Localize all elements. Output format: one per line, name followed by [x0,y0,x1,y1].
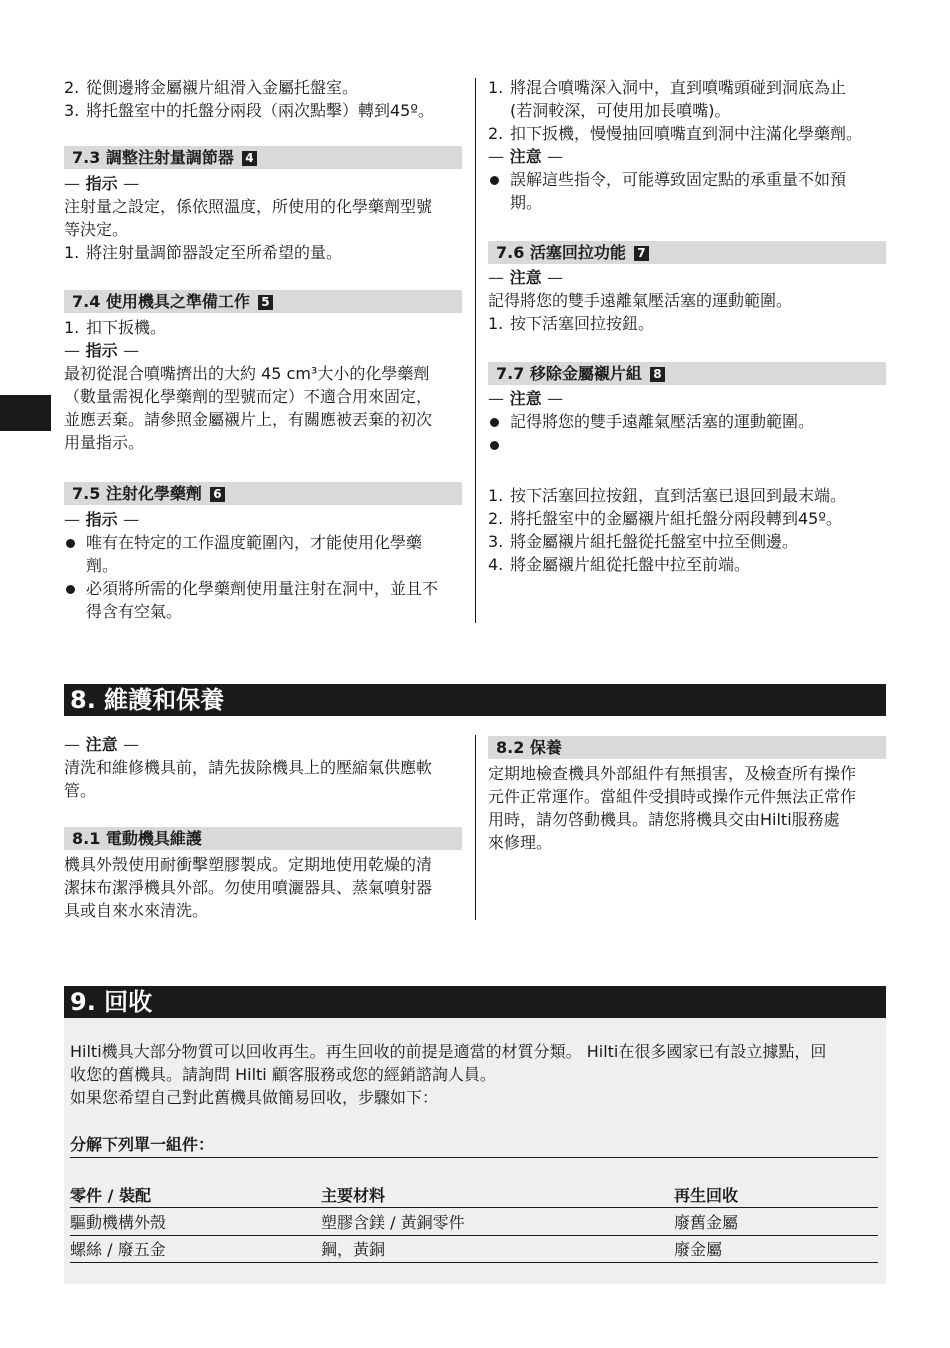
chapter-8-caution [64,733,462,802]
paragraph-line: 等決定。 [64,220,129,239]
caution-heading: — 注意 — [488,389,564,408]
list-item: 4. 將金屬襯片組從托盤中拉至前端。 [488,555,751,574]
section-7-5-heading: 7.5 注射化學藥劑 6 [64,482,462,505]
section-7-4-body [64,316,462,454]
list-item: 2. 將托盤室中的金屬襯片組托盤分兩段轉到45º。 [488,509,842,528]
list-item: 3. 將托盤室中的托盤分兩段（兩次點擊）轉到45º。 [64,101,434,120]
section-7-5-body [64,508,462,623]
caution-heading: — 注意 — [488,268,564,287]
paragraph-line: 用量指示。 [64,433,145,452]
paragraph-line: 如果您希望自己對此舊機具做簡易回收，步驟如下： [70,1088,439,1107]
table-rule [70,1157,878,1158]
list-item: 1. 按下活塞回拉按鈕，直到活塞已退回到最末端。 [488,486,847,505]
list-item: 1. 將混合噴嘴深入洞中，直到噴嘴頭碰到洞底為止 (若洞較深，可使用加長噴嘴)。 [488,78,847,120]
section-8-1-heading: 8.1 電動機具維護 [64,827,462,850]
table-rule [70,1207,878,1208]
paragraph-line: Hilti機具大部分物質可以回收再生。再生回收的前提是適當的材質分類。 Hilti在很多國家已有設立據點，回 [70,1042,827,1061]
table-header-recycling: 再生回收 [674,1186,739,1205]
caution-heading: — 注意 — [488,147,564,166]
column-divider-top [475,78,476,623]
bullet-item: 必須將所需的化學藥劑使用量注射在洞中，並且不 得含有空氣。 [64,577,462,623]
chapter-9-title: 9. 回收 [64,986,886,1018]
paragraph-line: 最初從混合噴嘴擠出的大約 45 cm³大小的化學藥劑 [64,364,430,383]
paragraph-line: 記得將您的雙手遠離氣壓活塞的運動範圍。 [488,291,793,310]
table-header-material: 主要材料 [321,1186,386,1205]
section-8-2-body [488,762,886,854]
chapter-8-title: 8. 維護和保養 [64,684,886,716]
column-divider-ch8 [475,735,476,920]
paragraph-line: （數量需視化學藥劑的型號而定）不適合用來固定， [64,387,433,406]
section-7-6-body [488,266,886,335]
section-7-7-heading: 7.7 移除金屬襯片組 8 [488,362,886,385]
section-7-7-steps [488,484,886,576]
paragraph-line: 來修理。 [488,833,553,852]
note-heading: — 指示 — [64,174,140,193]
paragraph-line: 收您的舊機具。請詢問 Hilti 顧客服務或您的經銷諮詢人員。 [70,1065,496,1084]
table-cell: 螺絲 / 廢五金 [70,1240,166,1259]
figure-number-badge: 7 [634,246,649,261]
right-column-top [488,76,886,214]
figure-number-badge: 8 [650,367,665,382]
table-cell: 廢舊金屬 [674,1213,739,1232]
bullet-item: 記得將您的雙手遠離氣壓活塞的運動範圍。 [488,410,886,433]
figure-number-badge: 5 [258,295,273,310]
table-cell: 廢金屬 [674,1240,723,1259]
paragraph-line: 元件正常運作。當組件受損時或操作元件無法正常作 [488,787,857,806]
figure-number-badge: 6 [210,487,225,502]
left-column [64,76,462,122]
note-heading: — 指示 — [64,341,140,360]
chapter-9-intro [70,1040,880,1109]
section-8-1-body [64,853,462,922]
section-7-6-heading: 7.6 活塞回拉功能 7 [488,241,886,264]
paragraph-line: 用時，請勿啓動機具。請您將機具交由Hilti服務處 [488,810,840,829]
section-7-4-heading: 7.4 使用機具之準備工作 5 [64,290,462,313]
section-7-3-body [64,172,462,264]
list-item: 2. 從側邊將金屬襯片組滑入金屬托盤室。 [64,78,359,97]
list-item: 2. 扣下扳機，慢慢抽回噴嘴直到洞中注滿化學藥劑。 [488,124,863,143]
paragraph-line: 管。 [64,781,97,800]
paragraph-line: 定期地檢查機具外部組件有無損害，及檢查所有操作 [488,764,857,783]
chapter-side-tab [0,395,51,431]
caution-heading: — 注意 — [64,735,140,754]
table-cell: 驅動機構外殼 [70,1213,167,1232]
paragraph-line: 潔抹布潔淨機具外部。勿使用噴灑器具、蒸氣噴射器 [64,878,433,897]
table-rule [70,1235,878,1236]
section-7-7-body [488,387,886,456]
table-cell: 塑膠含鎂 / 黃銅零件 [321,1213,465,1232]
table-cell: 鋼，黃銅 [321,1240,386,1259]
list-item: 1. 扣下扳機。 [64,318,167,337]
paragraph-line: 注射量之設定，係依照溫度，所使用的化學藥劑型號 [64,197,433,216]
paragraph-line: 具或自來水來清洗。 [64,901,209,920]
disassemble-heading: 分解下列單一組件： [70,1135,215,1154]
list-item: 3. 將金屬襯片組托盤從托盤室中拉至側邊。 [488,532,799,551]
note-heading: — 指示 — [64,510,140,529]
list-item: 1. 按下活塞回拉按鈕。 [488,314,655,333]
list-item: 1. 將注射量調節器設定至所希望的量。 [64,243,343,262]
paragraph-line: 機具外殼使用耐衝擊塑膠製成。定期地使用乾燥的清 [64,855,433,874]
paragraph-line: 並應丟棄。請參照金屬襯片上，有關應被丟棄的初次 [64,410,433,429]
table-rule [70,1262,878,1263]
table-header-part: 零件 / 裝配 [70,1186,151,1205]
paragraph-line: 清洗和維修機具前，請先拔除機具上的壓縮氣供應軟 [64,758,433,777]
section-8-2-heading: 8.2 保養 [488,736,886,759]
bullet-item: 唯有在特定的工作溫度範圍內，才能使用化學藥 劑。 [64,531,462,577]
bullet-item: 誤解這些指令，可能導致固定點的承重量不如預 期。 [488,168,886,214]
figure-number-badge: 4 [242,151,257,166]
bullet-item-empty [488,433,886,456]
section-7-3-heading: 7.3 調整注射量調節器 4 [64,146,462,169]
